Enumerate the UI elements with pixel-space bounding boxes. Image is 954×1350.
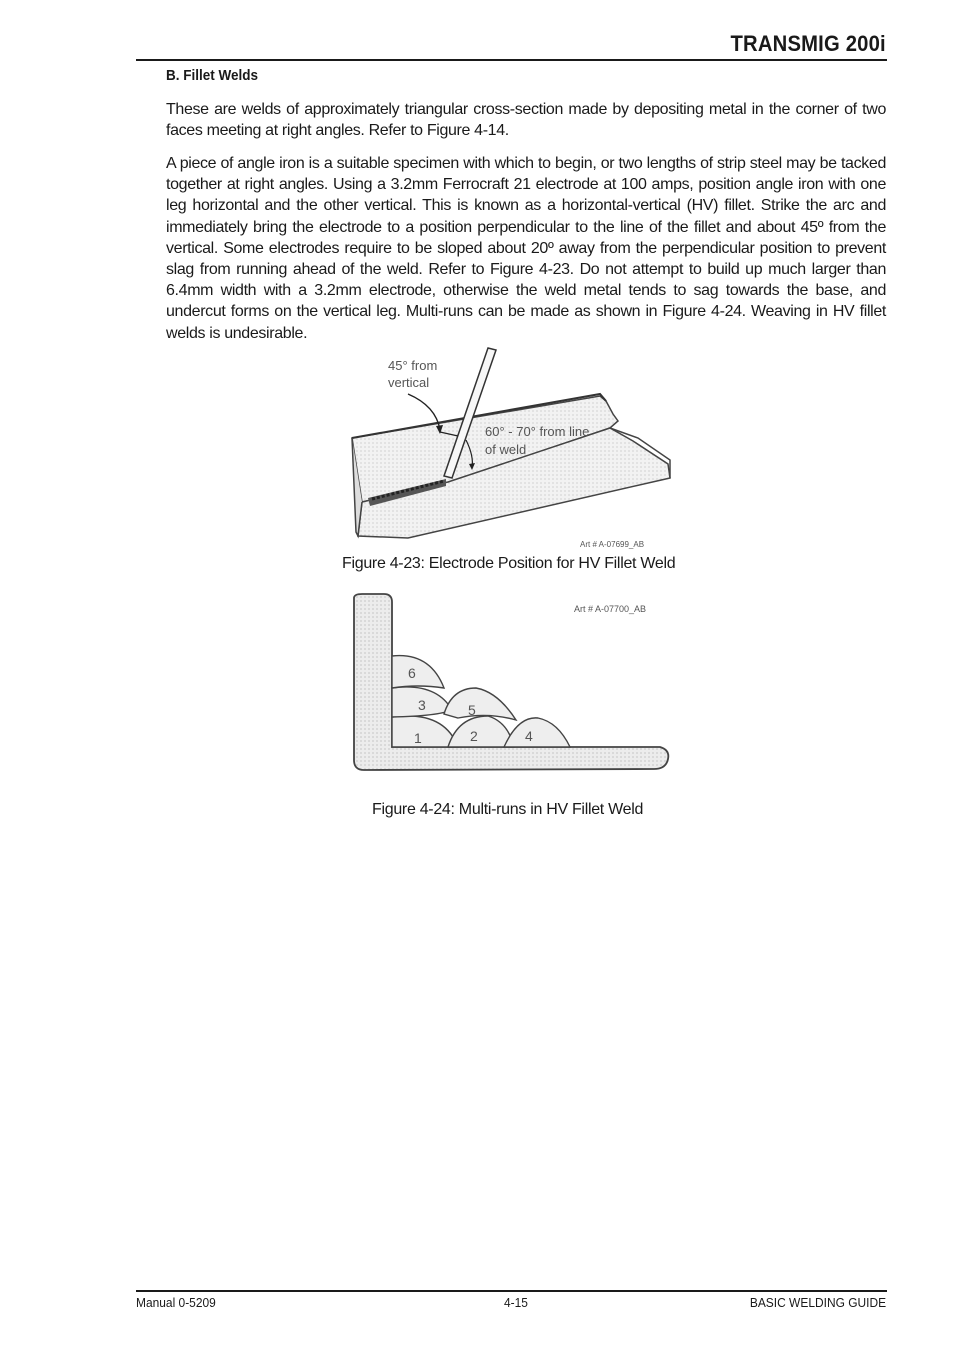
run-label-6: 6 [408,665,416,681]
run-label-3: 3 [418,697,426,713]
section-heading: B. Fillet Welds [166,67,259,84]
document-title: TRANSMIG 200i [730,31,886,56]
fig1-label-line-1: 60° - 70° from line [485,424,590,439]
fig2-art-number: Art # A-07700_AB [574,604,647,614]
run-label-2: 2 [470,728,478,744]
footer-manual-number: Manual 0-5209 [136,1295,216,1310]
figure-multi-runs [348,592,673,777]
paragraph-intro: These are welds of approximately triangular cross-section made by depositing metal in the corner of two faces meeting at right angles. Refer to Figure 4-14. [166,101,886,140]
header-rule [136,59,887,61]
run-label-1: 1 [414,730,422,746]
fig1-label-vertical-1: 45° from [388,358,438,373]
figure-4-23-caption: Figure 4-23: Electrode Position for HV Fillet Weld [342,555,676,572]
paragraph-procedure: A piece of angle iron is a suitable specimen with which to begin, or two lengths of strip steel may be tacked together at right angles. Using a 3.2mm Ferrocraft 21 electrode at 100 amps, position angle iron with one leg horizontal and the other vertical. This is known as a horizontal-vertical (HV) fillet. Strike the arc and immediately bring the electrode to a position perpendicular to the line of the fillet and about 45º from the vertical. Some electrodes require to be sloped about 20º away from the perpendicular position to prevent slag from running ahead of the weld. Refer to Figure 4-23. Do not attempt to build up much larger than 6.4mm width with a 3.2mm electrode, otherwise the weld metal tends to sag towards the base, and undercut forms on the vertical leg. Multi-runs can be made as shown in Figure 4-24. Weaving in HV fillet welds is undesirable. [166,155,886,342]
footer-section-name: BASIC WELDING GUIDE [749,1295,886,1310]
run-label-4: 4 [525,728,533,744]
fig1-label-line-2: of weld [485,442,527,457]
fig1-label-vertical-2: vertical [388,375,430,390]
footer-page-number: 4-15 [504,1295,528,1310]
figure-4-24-caption: Figure 4-24: Multi-runs in HV Fillet Weld [372,801,644,818]
run-label-5: 5 [468,702,476,718]
footer-rule [136,1290,887,1292]
fig1-art-number: Art # A-07699_AB [580,540,645,549]
figure-electrode-position [348,346,673,552]
